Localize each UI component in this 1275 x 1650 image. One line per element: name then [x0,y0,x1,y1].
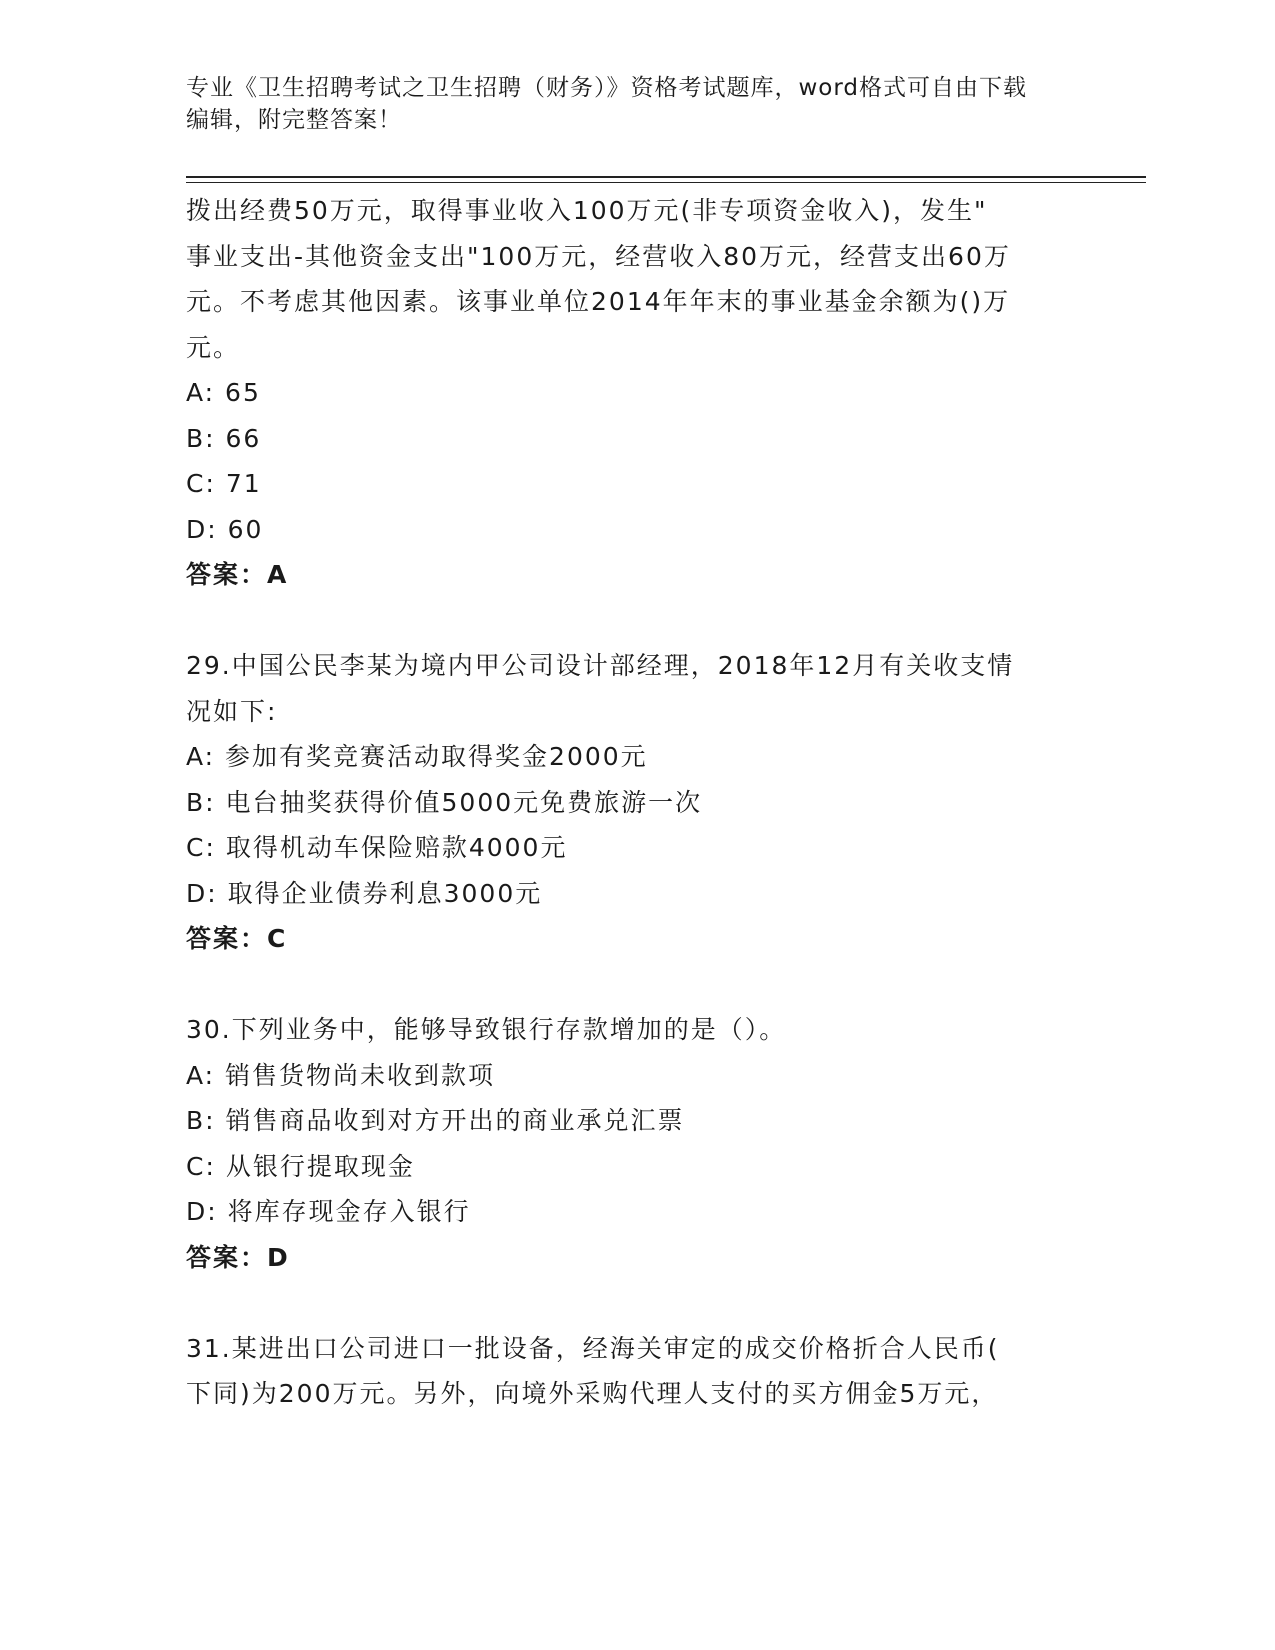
answer-label: 答案：C [186,924,288,953]
header-line-1: 专业《卫生招聘考试之卫生招聘（财务）》资格考试题库，word格式可自由下载 [186,75,1028,101]
question-stem-line: 31.某进出口公司进口一批设备，经海关审定的成交价格折合人民币( [186,1333,1000,1363]
answer-label: 答案：A [186,560,289,589]
option-a: A: 销售货物尚未收到款项 [186,1060,496,1090]
question-stem-line: 30.下列业务中，能够导致银行存款增加的是（）。 [186,1015,787,1044]
option-a: A: 参加有奖竞赛活动取得奖金2000元 [186,742,648,771]
answer-label: 答案：D [186,1242,290,1272]
option-b: B: 电台抽奖获得价值5000元免费旅游一次 [186,787,703,817]
spacer [186,598,1066,644]
question-31 [186,1326,1066,1417]
question-30 [186,1007,1066,1280]
question-stem-line: 29.中国公民李某为境内甲公司设计部经理，2018年12月有关收支情 [186,651,1015,680]
question-stem-line: 事业支出-其他资金支出"100万元，经营收入80万元，经营支出60万 [186,241,1011,271]
question-list [186,188,1066,1417]
question-stem-line: 拨出经费50万元，取得事业收入100万元(非专项资金收入)，发生" [186,196,988,225]
spacer [186,1280,1066,1326]
header-divider-thick [186,176,1146,178]
question-stem-line: 元。不考虑其他因素。该事业单位2014年年末的事业基金余额为()万 [186,287,1011,316]
option-b: B: 销售商品收到对方开出的商业承兑汇票 [186,1106,685,1135]
option-c: C: 取得机动车保险赔款4000元 [186,833,568,862]
option-d: D: 60 [186,514,264,544]
option-d: D: 将库存现金存入银行 [186,1197,471,1226]
option-d: D: 取得企业债券利息3000元 [186,878,543,908]
option-c: C: 从银行提取现金 [186,1151,415,1181]
option-a: A: 65 [186,378,261,407]
option-b: B: 66 [186,423,262,453]
document-header [186,72,1066,136]
question-stem-line: 下同)为200万元。另外，向境外采购代理人支付的买方佣金5万元， [186,1379,999,1408]
option-c: C: 71 [186,469,262,498]
question-stem-line: 况如下: [186,696,278,726]
spacer [186,962,1066,1008]
header-line-2: 编辑，附完整答案！ [186,107,402,133]
question-stem-line: 元。 [186,332,241,362]
header-divider-thin [186,182,1146,183]
question-28 [186,188,1066,598]
question-29 [186,643,1066,962]
